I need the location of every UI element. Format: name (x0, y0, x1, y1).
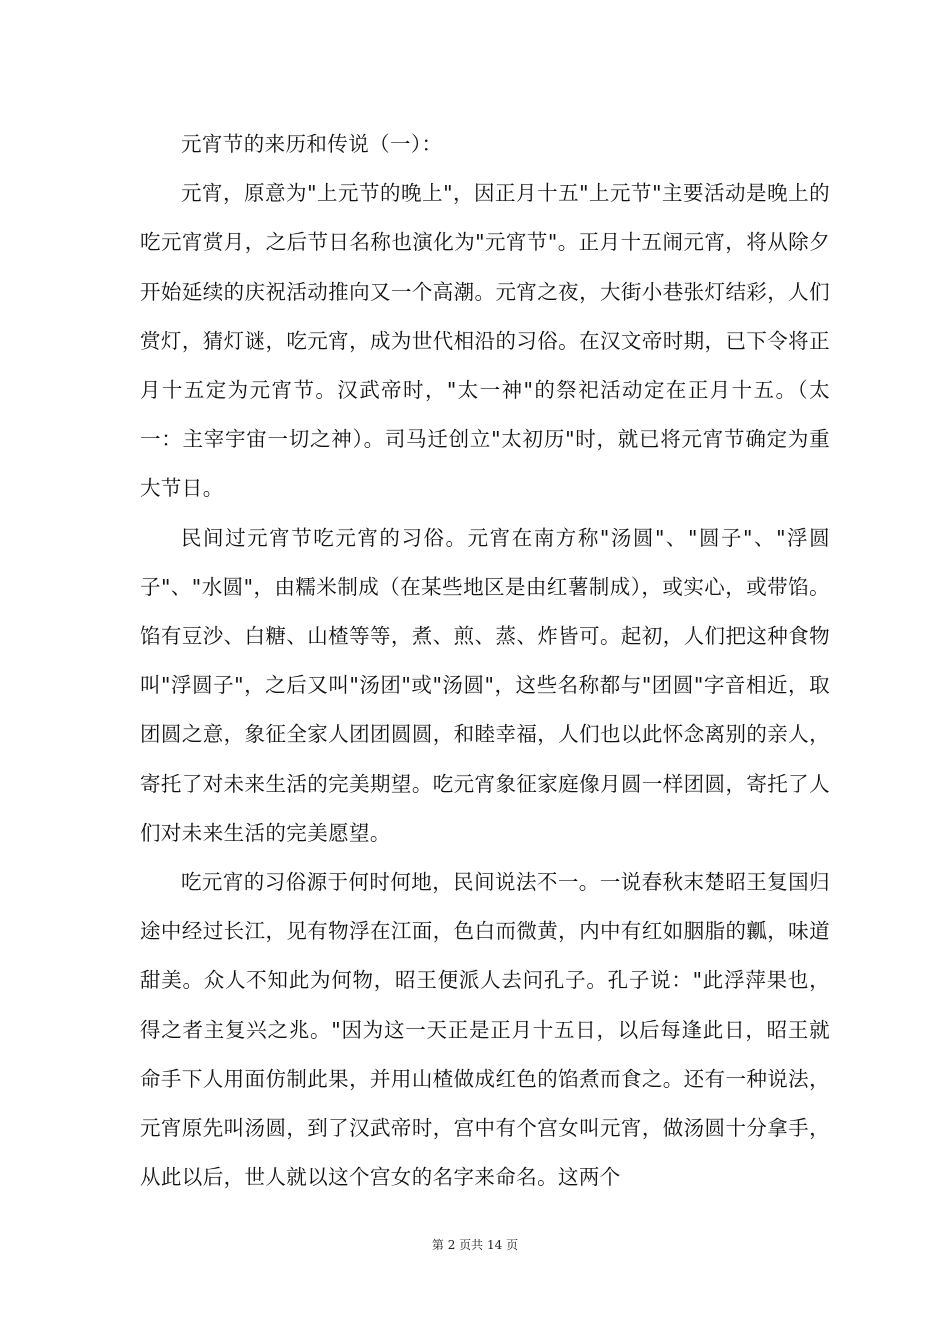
paragraph: 吃元宵的习俗源于何时何地，民间说法不一。一说春秋末楚昭王复国归途中经过长江，见有物浮在江面，色白而微黄，内中有红如胭脂的瓤，味道甜美。众人不知此为何物，昭王便派人去问孔子。孔子说："此浮萍果也，得之者主复兴之兆。"因为这一天正是正月十五日，以后每逢此日，昭王就命手下人用面仿制此果，并用山楂做成红色的馅煮而食之。还有一种说法，元宵原先叫汤圆，到了汉武帝时，宫中有个宫女叫元宵，做汤圆十分拿手，从此以后，世人就以这个宫女的名字来命名。这两个 (140, 870, 830, 1190)
paragraph: 民间过元宵节吃元宵的习俗。元宵在南方称"汤圆"、"圆子"、"浮圆子"、"水圆"，由糯米制成（在某些地区是由红薯制成），或实心，或带馅。馅有豆沙、白糖、山楂等等，煮、煎、蒸、炸皆可。起初，人们把这种食物叫"浮圆子"，之后又叫"汤团"或"汤圆"，这些名称都与"团圆"字音相近，取团圆之意，象征全家人团团圆圆，和睦幸福，人们也以此怀念离别的亲人，寄托了对未来生活的完美期望。吃元宵象征家庭像月圆一样团圆，寄托了人们对未来生活的完美愿望。 (140, 525, 830, 845)
page-number-footer: 第 2 页共 14 页 (431, 1238, 519, 1252)
section-heading: 元宵节的来历和传说（一）： (181, 132, 443, 156)
document-body (140, 120, 830, 1202)
paragraph: 元宵，原意为"上元节的晚上"，因正月十五"上元节"主要活动是晚上的吃元宵赏月，之后节日名称也演化为"元宵节"。正月十五闹元宵，将从除夕开始延续的庆祝活动推向又一个高潮。元宵之夜，大街小巷张灯结彩，人们赏灯，猜灯谜，吃元宵，成为世代相沿的习俗。在汉文帝时期，已下令将正月十五定为元宵节。汉武帝时，"太一神"的祭祀活动定在正月十五。（太一：主宰宇宙一切之神）。司马迁创立"太初历"时，就已将元宵节确定为重大节日。 (140, 181, 830, 501)
